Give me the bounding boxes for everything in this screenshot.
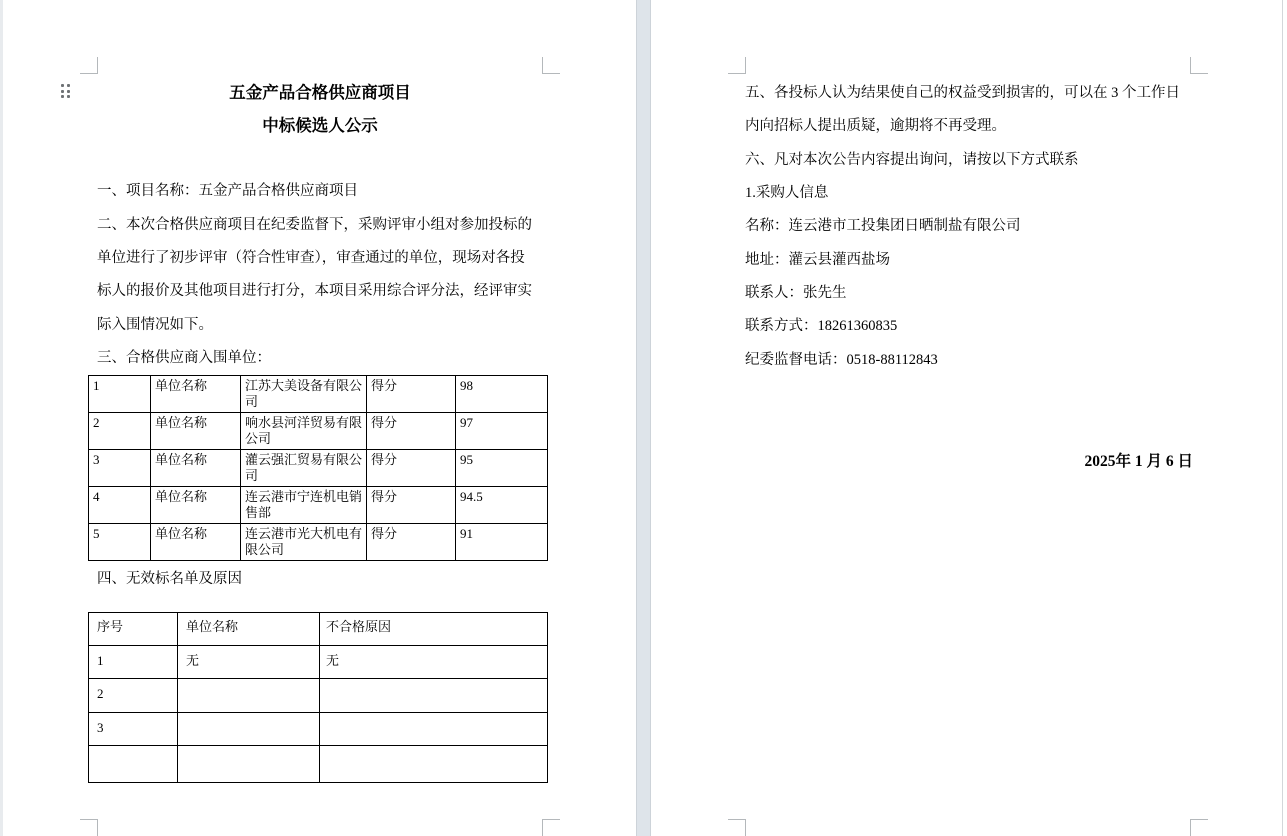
- table-row[interactable]: [89, 746, 548, 783]
- table-row[interactable]: [89, 450, 548, 487]
- cell[interactable]: [320, 713, 548, 746]
- company[interactable]: 连云港市宁连机电销售部: [241, 487, 367, 524]
- row-label[interactable]: 单位名称: [151, 413, 241, 450]
- company[interactable]: 连云港市光大机电有限公司: [241, 524, 367, 561]
- cell[interactable]: 3: [89, 713, 178, 746]
- row-no[interactable]: 4: [89, 487, 151, 524]
- winners-table[interactable]: [88, 375, 548, 561]
- col-header[interactable]: 单位名称: [178, 613, 320, 646]
- cell[interactable]: [178, 746, 320, 783]
- row-no[interactable]: 3: [89, 450, 151, 487]
- score-label[interactable]: 得分: [367, 487, 456, 524]
- paragraph-line[interactable]: 际入围情况如下。: [97, 317, 213, 333]
- score[interactable]: 97: [456, 413, 548, 450]
- page-gap: [636, 0, 651, 836]
- paragraph-line[interactable]: 联系方式：18261360835: [745, 318, 898, 334]
- row-label[interactable]: 单位名称: [151, 524, 241, 561]
- score-label[interactable]: 得分: [367, 413, 456, 450]
- margin-mark-top-right: [1190, 57, 1208, 74]
- table-header-row[interactable]: [89, 613, 548, 646]
- margin-mark-bottom-right: [1190, 819, 1208, 836]
- invalid-bids-table[interactable]: [88, 612, 548, 783]
- row-no[interactable]: 1: [89, 376, 151, 413]
- margin-mark-top-left: [728, 57, 746, 74]
- margin-mark-top-left: [80, 57, 98, 74]
- section-heading[interactable]: 四、无效标名单及原因: [97, 571, 242, 587]
- canvas-right-edge: [1282, 0, 1283, 836]
- company[interactable]: 响水县河洋贸易有限公司: [241, 413, 367, 450]
- score[interactable]: 91: [456, 524, 548, 561]
- paragraph-line[interactable]: 联系人：张先生: [745, 285, 847, 301]
- score[interactable]: 95: [456, 450, 548, 487]
- company[interactable]: 灌云强汇贸易有限公司: [241, 450, 367, 487]
- row-label[interactable]: 单位名称: [151, 376, 241, 413]
- cell[interactable]: 2: [89, 679, 178, 713]
- cell[interactable]: [178, 679, 320, 713]
- paragraph-line[interactable]: 二、本次合格供应商项目在纪委监督下，采购评审小组对参加投标的: [97, 217, 532, 233]
- row-no[interactable]: 5: [89, 524, 151, 561]
- table-row[interactable]: [89, 679, 548, 713]
- table-row[interactable]: [89, 376, 548, 413]
- paragraph-line[interactable]: 标人的报价及其他项目进行打分，本项目采用综合评分法，经评审实: [97, 283, 532, 299]
- document-page-2[interactable]: [651, 0, 1282, 836]
- row-no[interactable]: 2: [89, 413, 151, 450]
- score[interactable]: 98: [456, 376, 548, 413]
- paragraph-line[interactable]: 1.采购人信息: [745, 185, 829, 201]
- table-row[interactable]: [89, 713, 548, 746]
- paragraph-line[interactable]: 五、各投标人认为结果使自己的权益受到损害的，可以在 3 个工作日: [745, 85, 1180, 101]
- cell[interactable]: [320, 746, 548, 783]
- table-row[interactable]: [89, 413, 548, 450]
- col-header[interactable]: 不合格原因: [320, 613, 548, 646]
- paragraph-line[interactable]: 地址：灌云县灌西盐场: [745, 252, 890, 268]
- cell[interactable]: 1: [89, 646, 178, 679]
- margin-mark-bottom-left: [728, 819, 746, 836]
- score[interactable]: 94.5: [456, 487, 548, 524]
- paragraph-line[interactable]: 三、合格供应商入围单位：: [97, 350, 271, 366]
- score-label[interactable]: 得分: [367, 450, 456, 487]
- table-row[interactable]: [89, 646, 548, 679]
- row-label[interactable]: 单位名称: [151, 487, 241, 524]
- cell[interactable]: [320, 679, 548, 713]
- document-title-line-2[interactable]: 中标候选人公示: [262, 116, 378, 135]
- cell[interactable]: [178, 713, 320, 746]
- document-title-line-1[interactable]: 五金产品合格供应商项目: [229, 83, 411, 102]
- margin-mark-top-right: [542, 57, 560, 74]
- table-row[interactable]: [89, 487, 548, 524]
- cell[interactable]: [89, 746, 178, 783]
- paragraph-line[interactable]: 名称：连云港市工投集团日晒制盐有限公司: [745, 218, 1021, 234]
- margin-mark-bottom-left: [80, 819, 98, 836]
- document-page-1[interactable]: [3, 0, 637, 836]
- paragraph-line[interactable]: 单位进行了初步评审（符合性审查），审查通过的单位，现场对各投: [97, 250, 525, 266]
- paragraph-line[interactable]: 纪委监督电话：0518-88112843: [745, 352, 938, 368]
- cell[interactable]: 无: [178, 646, 320, 679]
- company[interactable]: 江苏大美设备有限公司: [241, 376, 367, 413]
- row-label[interactable]: 单位名称: [151, 450, 241, 487]
- cell[interactable]: 无: [320, 646, 548, 679]
- margin-mark-bottom-right: [542, 819, 560, 836]
- paragraph-line[interactable]: 一、项目名称：五金产品合格供应商项目: [97, 183, 358, 199]
- score-label[interactable]: 得分: [367, 524, 456, 561]
- table-row[interactable]: [89, 524, 548, 561]
- paragraph-line[interactable]: 内向招标人提出质疑，逾期将不再受理。: [745, 118, 1006, 134]
- document-date[interactable]: 2025年 1 月 6 日: [1084, 453, 1193, 470]
- score-label[interactable]: 得分: [367, 376, 456, 413]
- paragraph-line[interactable]: 六、凡对本次公告内容提出询问，请按以下方式联系: [745, 152, 1079, 168]
- col-header[interactable]: 序号: [89, 613, 178, 646]
